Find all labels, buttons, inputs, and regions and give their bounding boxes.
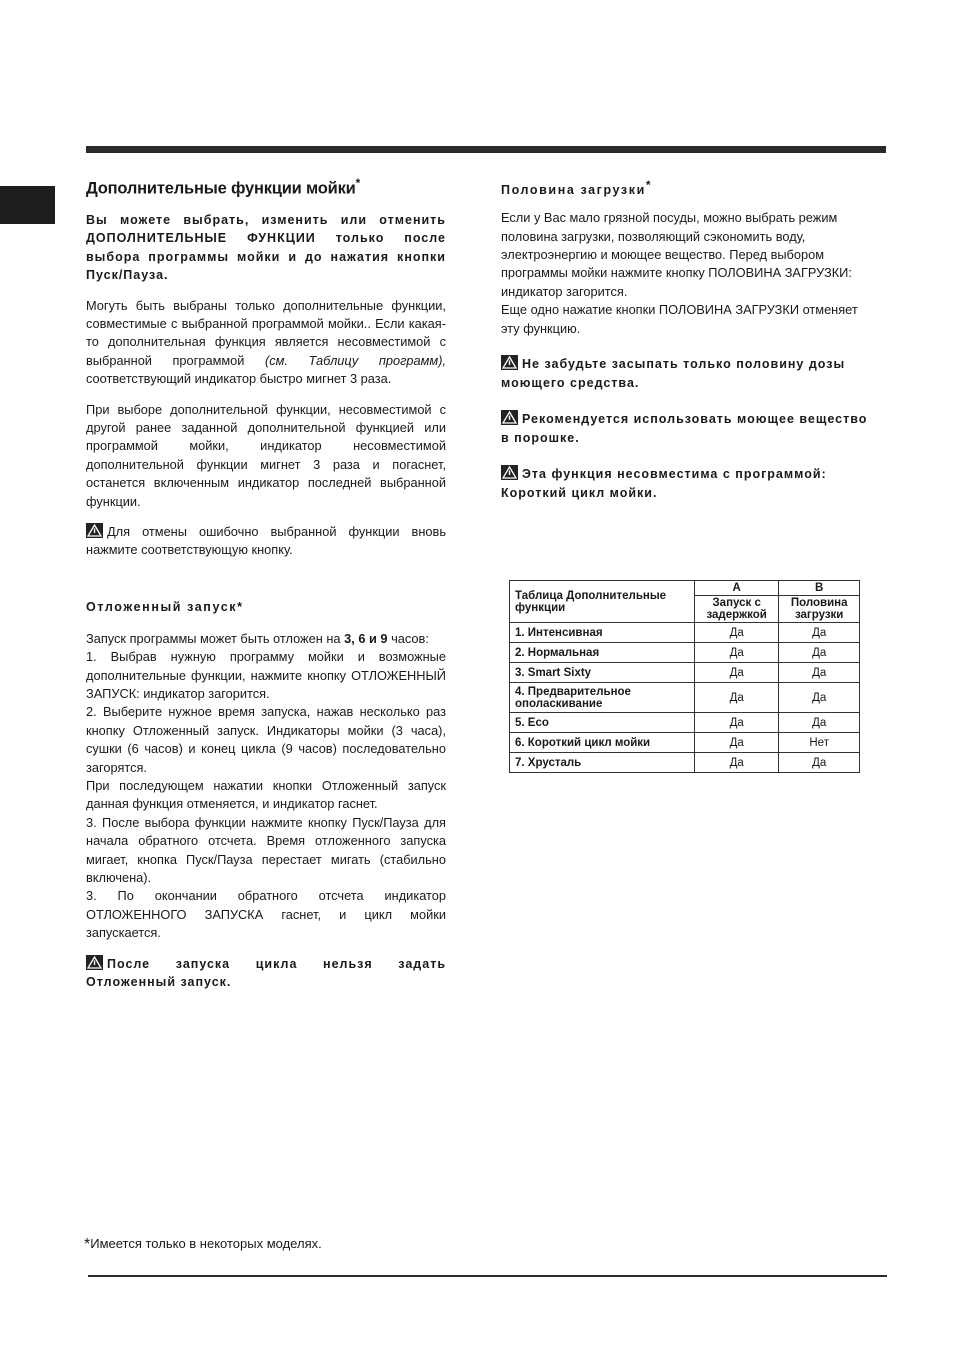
half-load-title: Половина загрузки* — [501, 178, 653, 198]
right-column — [501, 178, 873, 502]
delay-step-3: 3. После выбора функции нажмите кнопку Пуск/Пауза для начала обратного отсчета. Время отложенного запуска мигает, кнопка Пуск/Пауза перестает мигать (стабильно включена). — [86, 814, 446, 886]
row-a: Да — [695, 623, 779, 643]
col-a-letter: A — [695, 581, 779, 596]
row-a: Да — [695, 683, 779, 713]
delay-step-1: 1. Выбрав нужную программу мойки и возможные дополнительные функции, нажмите кнопку ОТЛОЖЕННЫЙ ЗАПУСК: индикатор загорится. — [86, 649, 446, 701]
row-a: Да — [695, 713, 779, 733]
delay-step-4: 3. По окончании обратного отсчета индикатор ОТЛОЖЕННОГО ЗАПУСКА гаснет, и цикл мойки запускается. — [86, 888, 446, 941]
row-b: Да — [779, 683, 860, 713]
row-name: 4. Предварительное ополаскивание — [510, 683, 695, 713]
row-a: Да — [695, 643, 779, 663]
row-name: 5. Eco — [510, 713, 695, 733]
table-row — [510, 663, 860, 683]
table-row — [510, 733, 860, 753]
left-column — [86, 176, 446, 992]
row-name: 7. Хрусталь — [510, 753, 695, 773]
table-caption: Таблица Дополнительные функции — [510, 581, 695, 623]
table-header-row — [510, 581, 860, 596]
delay-title: Отложенный запуск* — [86, 599, 244, 614]
col-b-header: Половина загрузки — [779, 596, 860, 623]
row-a: Да — [695, 663, 779, 683]
compatibility-paragraph: Могуть быть выбраны только дополнительные функции, совместимые с выбранной программой мойки.. Если какая-то дополнительная функция является несовместимой с выбранной программой (см. Таблицу программ), соответствующий индикатор быстро мигнет 3 раза. — [86, 297, 447, 387]
delay-step-2-cancel: При последующем нажатии кнопки Отложенный запуск данная функция отменяется, и индикатор гаснет. — [86, 778, 446, 812]
warning-triangle-icon — [501, 410, 518, 425]
delay-step-2: 2. Выберите нужное время запуска, нажав несколько раз кнопку Отложенный запуск. Индикаторы мойки (3 часа), сушки (6 часов) и конец цикла (9 часов) последовательно загорятся. — [86, 704, 446, 775]
row-b: Да — [779, 643, 860, 663]
row-name: 3. Smart Sixty — [510, 663, 695, 683]
row-a: Да — [695, 733, 779, 753]
half-load-warning-b: Рекомендуется использовать моющее вещество в порошке. — [501, 412, 868, 445]
row-b: Да — [779, 713, 860, 733]
col-b-letter: B — [779, 581, 860, 596]
half-load-cancel: Еще одно нажатие кнопки ПОЛОВИНА ЗАГРУЗКИ отменяет эту функцию. — [501, 302, 858, 336]
row-name: 6. Короткий цикл мойки — [510, 733, 695, 753]
warning-triangle-icon — [501, 465, 518, 480]
row-name: 1. Интенсивная — [510, 623, 695, 643]
half-load-warning-a: Не забудьте засыпать только половину дозы моющего средства. — [501, 357, 846, 390]
table-row — [510, 683, 860, 713]
row-name: 2. Нормальная — [510, 643, 695, 663]
table-row — [510, 753, 860, 773]
bottom-rule — [88, 1275, 887, 1277]
section-tab-marker — [0, 186, 55, 224]
row-a: Да — [695, 753, 779, 773]
row-b: Да — [779, 623, 860, 643]
table-row — [510, 643, 860, 663]
table-row — [510, 623, 860, 643]
warning-triangle-icon — [86, 523, 103, 538]
top-rule — [86, 146, 886, 153]
row-b: Да — [779, 663, 860, 683]
col-a-header: Запуск с задержкой — [695, 596, 779, 623]
footnote: *Имеется только в некоторых моделях. — [84, 1236, 322, 1253]
row-b: Да — [779, 753, 860, 773]
options-table — [509, 580, 860, 773]
warning-triangle-icon — [501, 355, 518, 370]
row-b: Нет — [779, 733, 860, 753]
half-load-warning-c: Эта функция несовместима с программой: Короткий цикл мойки. — [501, 467, 827, 500]
lead-paragraph: Вы можете выбрать, изменить или отменить ДОПОЛНИТЕЛЬНЫЕ ФУНКЦИИ только после выбора программы мойки и до нажатия кнопки Пуск/Пауза. — [86, 212, 446, 282]
table-row — [510, 713, 860, 733]
cancel-warning: Для отмены ошибочно выбранной функции вновь нажмите соответствующую кнопку. — [86, 523, 446, 558]
delay-intro: Запуск программы может быть отложен на 3, 6 и 9 часов: — [86, 630, 429, 646]
warning-triangle-icon — [86, 955, 103, 970]
section-title: Дополнительные функции мойки* — [86, 176, 361, 198]
half-load-paragraph: Если у Вас мало грязной посуды, можно выбрать режим половина загрузки, позволяющий сэкономить воду, электроэнергию и моющее вещество. Перед выбором программы мойки нажмите кнопку ПОЛОВИНА ЗАГРУЗКИ: индикатор загорится. — [501, 210, 852, 299]
incompatibility-paragraph: При выборе дополнительной функции, несовместимой с другой ранее заданной дополнительной функцией или программой мойки, индикатор несовместимой дополнительной функции мигнет 3 раза и погаснет, останется включенным индикатор последней выбранной функции. — [86, 401, 446, 509]
delay-warning: После запуска цикла нельзя задать Отложенный запуск. — [86, 956, 446, 990]
